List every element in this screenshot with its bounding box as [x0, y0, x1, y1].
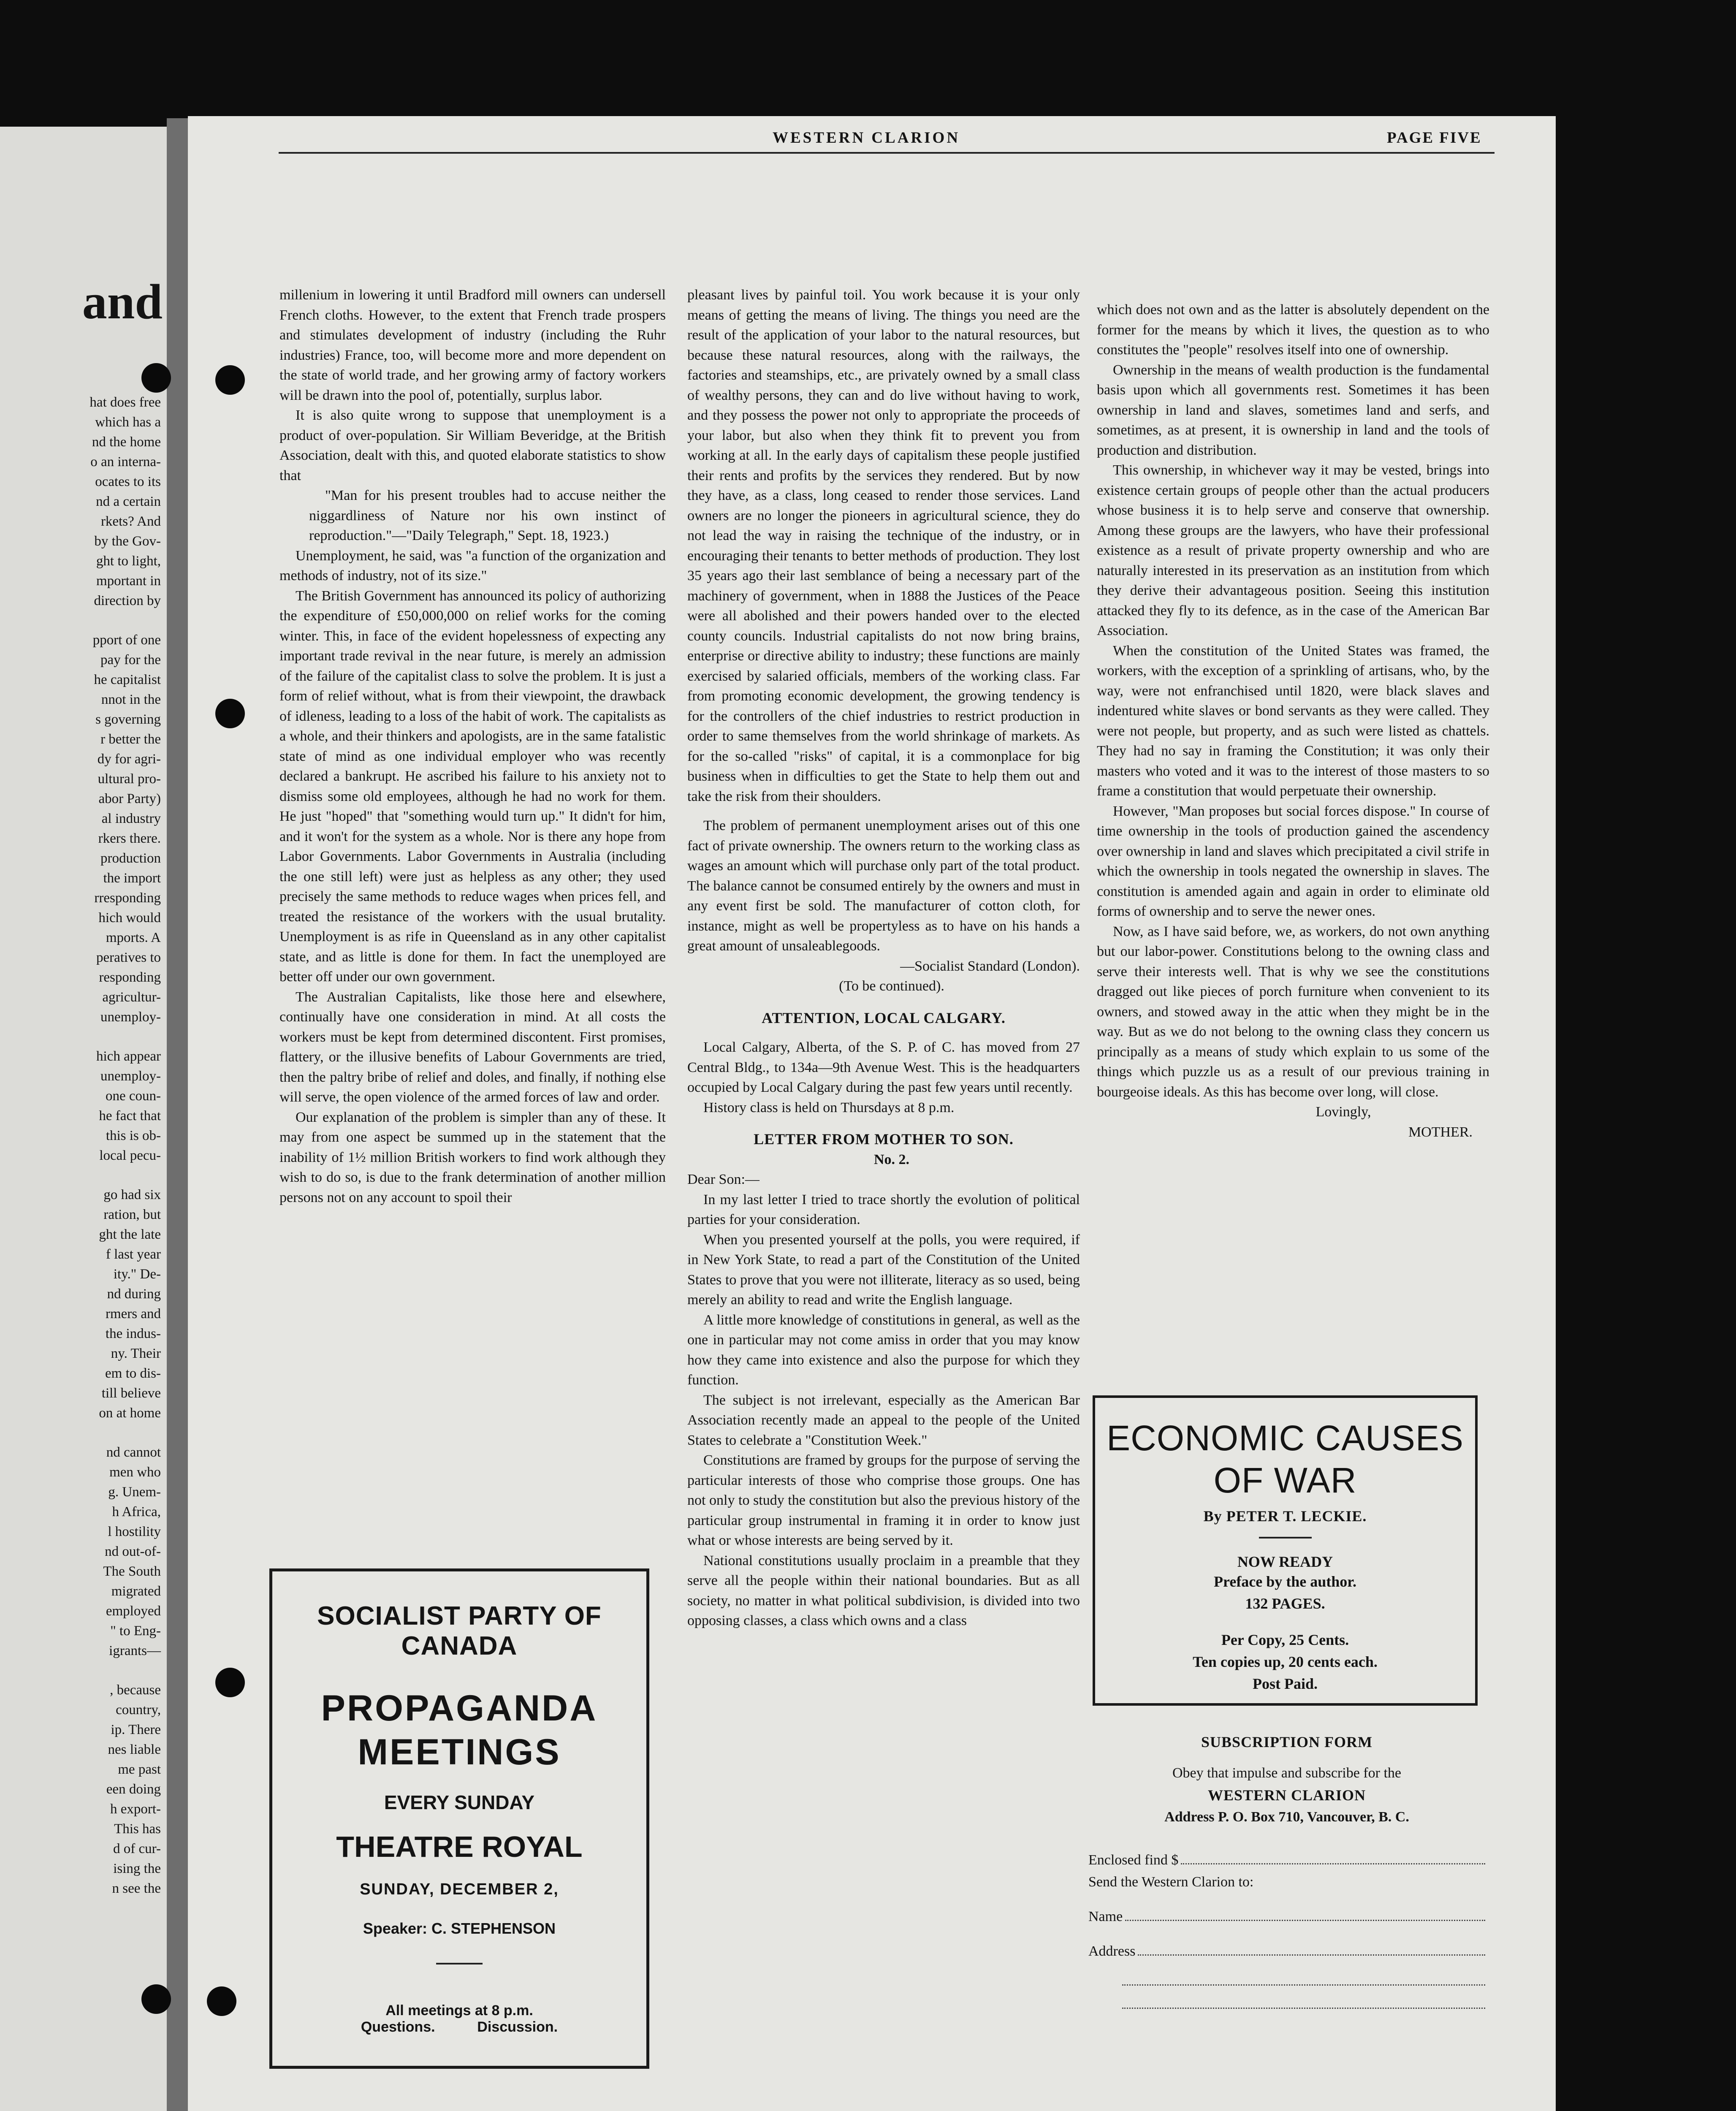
left-page-line: pport of one: [92, 632, 161, 648]
left-page-line: [0, 1027, 167, 1047]
left-page-line: d of cur-: [113, 1841, 161, 1856]
left-page-line: men who: [109, 1465, 161, 1480]
page-number: PAGE FIVE: [1387, 129, 1482, 147]
page-count: 132 PAGES.: [1245, 1595, 1325, 1612]
left-page-line: he capitalist: [94, 672, 161, 687]
punch-hole: [207, 1986, 236, 2016]
left-page-line: rkers there.: [98, 831, 161, 846]
left-page-line: r better the: [100, 732, 161, 747]
left-page-line: mportant in: [96, 573, 161, 589]
left-page-line: nnot in the: [101, 692, 161, 707]
left-page-line: hich would: [98, 910, 161, 925]
left-page-line: which has a: [95, 415, 161, 430]
letter-paragraph: However, "Man proposes but social forces dispose." In course of time ownership in the tools of production gained the ascendency over ownership in land and slaves which precipitated a civil strife in which the ownership in tools negated the ownership in slaves. The constitution is amended again and again in order to eliminate old forms of ownership and to serve the newer ones.: [1097, 803, 1489, 919]
article-paragraph: It is also quite wrong to suppose that unemployment is a product of over-population. Sir William Beveridge, at the British Association, dealt with this, and quoted elaborate statistics to show that: [279, 407, 666, 483]
send-to-label: Send the Western Clarion to:: [1088, 1874, 1254, 1890]
left-page-line: local pecu-: [99, 1148, 161, 1163]
left-page-line: s governing: [95, 712, 161, 727]
party-name: SOCIALIST PARTY OF CANADA: [317, 1601, 602, 1661]
continued-note: (To be continued).: [839, 978, 944, 994]
meetings-time: All meetings at 8 p.m.: [385, 2002, 533, 2019]
running-head: WESTERN CLARION: [773, 129, 960, 147]
left-page-line: g. Unem-: [108, 1484, 161, 1500]
left-page-line: peratives to: [96, 950, 161, 965]
column-3: [1097, 300, 1489, 1142]
discussion-label: Discussion.: [477, 2019, 558, 2035]
left-page-line: by the Gov-: [94, 534, 161, 549]
left-page-line: ity." De-: [113, 1267, 161, 1282]
left-page-line: rkets? And: [100, 514, 161, 529]
meetings-date: SUNDAY, DECEMBER 2,: [360, 1880, 559, 1898]
letter-number: No. 2.: [873, 1151, 910, 1167]
left-page-line: this is ob-: [106, 1128, 161, 1143]
left-page-line: ocates to its: [95, 474, 161, 489]
left-page-line: nd cannot: [106, 1445, 161, 1460]
letter-paragraph: which does not own and as the latter is absolutely dependent on the former for the means by which it lives, the question as to who constitutes the "people" resolves itself into one of ownership.: [1097, 302, 1489, 358]
left-page-line: nd the home: [92, 434, 161, 450]
column-1: [279, 285, 666, 1207]
article-source: —Socialist Standard (London).: [900, 958, 1080, 974]
left-page-line: This has: [114, 1821, 161, 1837]
left-page-line: hich appear: [96, 1049, 161, 1064]
article-paragraph: Unemployment, he said, was "a function of the organization and methods of industry, not of its size.": [279, 548, 666, 583]
left-page-line: ultural pro-: [98, 771, 161, 787]
article-paragraph: Our explanation of the problem is simpler than any of these. It may from one aspect be summed up in the statement that the inability of 1½ million British workers to find work although they wish to do so, is due to the frank determination of another million persons not on any account to spoil their: [279, 1109, 666, 1205]
left-page-line: ip. There: [111, 1722, 161, 1737]
letter-paragraph: Constitutions are framed by groups for the purpose of serving the particular interests of those who comprise those groups. One has not only to study the constitution but also the previous history of the particular group instrumental in framing it in order to know just what or whose interests are being served by it.: [687, 1452, 1080, 1548]
left-page-line: n see the: [112, 1881, 161, 1896]
left-page-line: ration, but: [103, 1207, 161, 1222]
punch-hole: [215, 365, 245, 395]
notice-paragraph: History class is held on Thursdays at 8 p.m.: [703, 1099, 955, 1115]
left-page-line: agricultur-: [102, 990, 161, 1005]
left-page-fragment: [0, 127, 167, 2111]
address-blank-line[interactable]: [1122, 1986, 1485, 2009]
left-page-line: he fact that: [99, 1108, 161, 1123]
column-2: [687, 285, 1080, 1631]
left-page-lines: [0, 393, 167, 1899]
left-page-line: l hostility: [108, 1524, 161, 1539]
punch-hole: [215, 1668, 245, 1697]
name-label: Name: [1088, 1909, 1123, 1924]
form-paper-name: WESTERN CLARION: [1207, 1787, 1366, 1804]
left-page-line: country,: [116, 1702, 161, 1718]
address-field[interactable]: [1088, 1940, 1485, 1962]
economic-causes-ad: [1093, 1395, 1478, 1706]
left-page-line: [0, 611, 167, 630]
enclosed-field[interactable]: [1088, 1849, 1485, 1871]
page-gutter: [167, 118, 188, 2111]
left-page-line: till believe: [101, 1386, 161, 1401]
left-page-line: pay for the: [100, 652, 161, 667]
notice-paragraph: Local Calgary, Alberta, of the S. P. of C. has moved from 27 Central Bldg., to 134a—9th Avenue West. This is the headquarters occupied by Local Calgary during the past few years until recently.: [687, 1039, 1080, 1095]
letter-paragraph: The subject is not irrelevant, especially as the American Bar Association recently made an appeal to the people of the United States to celebrate a "Constitution Week.": [687, 1392, 1080, 1448]
box-rule: [436, 1963, 483, 1964]
meetings-speaker: Speaker: C. STEPHENSON: [363, 1920, 556, 1937]
left-page-line: [0, 1166, 167, 1185]
left-page-line: direction by: [94, 593, 161, 608]
meetings-venue: THEATRE ROYAL: [336, 1830, 583, 1863]
article-paragraph: The Australian Capitalists, like those here and elsewhere, continually have one consideration in mind. At all costs the workers must be kept from determined discontent. First promises, flattery, or the illusive benefits of Labour Governments are tried, then the paltry bribe of relief and doles, and finally, if nothing else will serve, the open violence of the armed forces of law and order.: [279, 989, 666, 1105]
preface-note: Preface by the author.: [1214, 1573, 1356, 1590]
left-page-line: h Africa,: [112, 1504, 161, 1519]
ad-rule: [1259, 1537, 1312, 1538]
left-page-line: o an interna-: [90, 454, 161, 469]
form-heading: SUBSCRIPTION FORM: [1201, 1734, 1373, 1750]
price-bulk: Ten copies up, 20 cents each.: [1193, 1653, 1378, 1670]
letter-paragraph: When the constitution of the United States was framed, the workers, with the exception of a sprinkling of artisans, who, by the way, were not enfranchised until 1820, were black slaves and indentured white slaves or bond servants as they were called. They were not people, but property, and as such were listed as chattels. They had no say in framing the Constitution; it was only their masters who voted and it was to the interest of those masters to so frame a constitution that would perpetuate their ownership.: [1097, 643, 1489, 799]
article-paragraph: millenium in lowering it until Bradford mill owners can undersell French cloths. However, to the extent that French trade prospers and stimulates development of industry (including the Ruhr industries) France, too, will become more and more dependent on the state of world trade, and her growing army of factory workers will be drawn into the pool of, potentially, surplus labor.: [279, 287, 666, 403]
punch-hole: [141, 1984, 171, 2014]
left-page-line: on at home: [99, 1406, 161, 1421]
left-page-line: rresponding: [94, 890, 161, 906]
left-page-line: migrated: [111, 1584, 161, 1599]
left-page-line: ising the: [113, 1861, 161, 1876]
meetings-title: PROPAGANDA MEETINGS: [321, 1688, 598, 1772]
letter-salutation: Dear Son:—: [687, 1172, 760, 1187]
propaganda-meetings-box: [269, 1568, 649, 2069]
article-paragraph: pleasant lives by painful toil. You work because it is your only means of getting the means of living. The things you need are the result of the application of your labor to the natural resources, but because these natural resources, along with the railways, the factories and steamships, etc., are privately owned by a small class of wealthy persons, they can and do live without having to work, and they possess the power not only to appropriate the proceeds of your labor, but also when they think fit to prevent you from working at all. In the early days of capitalism these people justified their rents and profits by the services they rendered. But by now they have, as a class, long ceased to render those services. Land owners are no longer the pioneers in agricultural science, they do not lead the way in raising the technique of the industry, or in encouraging their tenants to better methods of production. They lost 35 years ago their last semblance of being a necessary part of the machinery of government, when in 1888 the Justices of the Peace were all abolished and their powers handed over to the elected county councils. Industrial capitalists do not now bring brains, enterprise or directive ability to industry; these functions are mainly exercised by salaried officials, members of the working class. Far from promoting economic development, the growing tendency is for the controllers of the chief industries to restrict production in order to same themselves from the world shrinkage of markets. As for the so-called "risks" of capital, it is a commonplace for big business when in difficulties to get the State to help them out and take the risk from their shoulders.: [687, 287, 1080, 804]
left-page-line: [0, 1423, 167, 1443]
letter-heading: LETTER FROM MOTHER TO SON.: [754, 1131, 1014, 1148]
left-page-line: production: [100, 851, 161, 866]
form-address: Address P. O. Box 710, Vancouver, B. C.: [1164, 1809, 1409, 1825]
letter-paragraph: In my last letter I tried to trace shortly the evolution of political parties for your consideration.: [687, 1191, 1080, 1227]
enclosed-blank[interactable]: [1181, 1850, 1485, 1864]
article-paragraph: The British Government has announced its policy of authorizing the expenditure of £50,000,000 on relief works for the coming winter. This, in face of the evident hopelessness of expecting any important trade revival in the near future, is merely an admission of the failure of the capitalist class to solve the problem. It is just a form of relief without, what is from their viewpoint, the drawback of idleness, leading to a loss of the habit of work. The capitalists as a whole, and their thinkers and apologists, are in the same fatalistic state of mind as one individual employer who was recently declared a bankrupt. He ascribed his failure to his anxiety not to dismiss some old employees, although he had no work for them. He just "hoped" that "something would turn up." It didn't for him, and it won't for the system as a whole. Nor is there any hope from Labor Governments. Labor Governments in Australia (including the one still left) were just as helpless as any other; they used precisely the same methods to reduce wages when prices fell, and treated the resistance of the workers with the usual brutality. Unemployment is as rife in Queensland as in any other capitalist state, and as little is done for them. In fact the unemployed are better off under our own government.: [279, 588, 666, 985]
now-ready: NOW READY: [1237, 1553, 1333, 1570]
left-page-line: unemploy-: [100, 1069, 161, 1084]
left-page-line: een doing: [106, 1782, 161, 1797]
postage-note: Post Paid.: [1252, 1675, 1318, 1692]
left-page-line: me past: [118, 1762, 161, 1777]
book-author: By PETER T. LECKIE.: [1203, 1508, 1367, 1525]
address-blank[interactable]: [1138, 1941, 1485, 1956]
left-page-line: one coun-: [105, 1088, 161, 1104]
punch-hole: [215, 699, 245, 728]
left-page-line: employed: [106, 1604, 161, 1619]
left-page-line: em to dis-: [105, 1366, 161, 1381]
letter-signature: MOTHER.: [1408, 1124, 1473, 1140]
left-page-line: al industry: [101, 811, 161, 826]
left-page-line: mports. A: [106, 930, 161, 945]
letter-paragraph: Now, as I have said before, we, as workers, do not own anything but our labor-power. Constitutions belong to the owning class and serve their interests well. That is why we see the constitutions dragged out like pieces of porch furniture when convenient to its owners, and stowed away in the attic when they might be in the way. But as we do not belong to the owning class they concern us principally as a means of study which explain to us some of the things which puzzle us as a result of our previous training in bourgeoise ideals. As this has become over long, will close.: [1097, 923, 1489, 1100]
left-page-column: [0, 127, 167, 1899]
left-page-line: nd a certain: [96, 494, 161, 509]
left-page-line: ny. Their: [111, 1346, 161, 1361]
left-page-line: dy for agri-: [97, 752, 161, 767]
left-page-line: responding: [99, 970, 161, 985]
letter-paragraph: This ownership, in whichever way it may be vested, brings into existence certain groups of people other than the actual producers whose business it is to help serve and conserve that ownership. Among these groups are the lawyers, who have their professional existence as a result of private property ownership and who are naturally interested in its preservation as an institution from which they derive their advantageous position. Seeing this institution attacked they fly to its defence, as in the case of the American Bar Association.: [1097, 462, 1489, 638]
left-page-line: hat does free: [90, 395, 161, 410]
left-page-heading: and: [82, 274, 163, 329]
letter-paragraph: National constitutions usually proclaim in a preamble that they serve all the people within their national boundaries. But as all society, no matter in what political subdivision, is divided into two opposing classes, a class which owns and a class: [687, 1552, 1080, 1628]
left-page-line: igrants—: [109, 1643, 161, 1658]
left-page-line: nd during: [107, 1286, 161, 1302]
letter-paragraph: Ownership in the means of wealth production is the fundamental basis upon which all governments rest. Sometimes it has been ownership in land and slaves, sometimes land and serfs, and sometimes, as at present, it is ownership in land and the tools of production and distribution.: [1097, 362, 1489, 458]
left-page-line: nd out-of-: [105, 1544, 161, 1559]
left-page-line: f last year: [106, 1247, 161, 1262]
calgary-heading: ATTENTION, LOCAL CALGARY.: [762, 1009, 1006, 1026]
letter-paragraph: A little more knowledge of constitutions in general, as well as the one in particular may not come amiss in order that you may know how they came into existence and also the purpose for which they function.: [687, 1312, 1080, 1388]
name-field[interactable]: [1088, 1906, 1485, 1928]
left-page-line: abor Party): [98, 791, 161, 806]
left-page-line: rmers and: [105, 1306, 161, 1321]
book-title: ECONOMIC CAUSES OF WAR: [1107, 1418, 1464, 1500]
left-page-line: unemploy-: [100, 1009, 161, 1025]
left-page-line: , because: [110, 1682, 161, 1698]
address-blank-line[interactable]: [1122, 1962, 1485, 1986]
left-page-line: the indus-: [105, 1326, 161, 1341]
article-paragraph: The problem of permanent unemployment arises out of this one fact of private ownership. The owners return to the working class as wages an amount which will purchase only part of the total product. The balance cannot be consumed entirely by the owners and must in any event first be sold. The manufacturer of cotton cloth, for instance, might as well be propertyless as to have on his hands a great amount of unsaleablegoods.: [687, 818, 1080, 954]
left-page-line: the import: [103, 871, 161, 886]
form-intro: Obey that impulse and subscribe for the: [1172, 1765, 1401, 1781]
left-page-line: The South: [103, 1564, 161, 1579]
left-page-line: " to Eng-: [110, 1623, 161, 1639]
questions-label: Questions.: [361, 2019, 435, 2035]
left-page-line: [0, 1661, 167, 1680]
left-page-line: nes liable: [108, 1742, 161, 1757]
meetings-format: [272, 2019, 646, 2035]
left-page-line: go had six: [103, 1187, 161, 1202]
meetings-frequency: EVERY SUNDAY: [384, 1791, 535, 1813]
price-single: Per Copy, 25 Cents.: [1221, 1631, 1349, 1648]
letter-closing: Lovingly,: [1316, 1104, 1371, 1120]
punch-hole: [141, 363, 171, 393]
name-blank[interactable]: [1125, 1906, 1485, 1921]
header-rule: [279, 152, 1495, 154]
address-label: Address: [1088, 1943, 1136, 1959]
left-page-line: ght the late: [99, 1227, 161, 1242]
enclosed-label: Enclosed find $: [1088, 1852, 1179, 1868]
left-page-line: h export-: [110, 1802, 161, 1817]
article-quote: "Man for his present troubles had to accuse neither the niggardliness of Nature nor his own instinct of reproduction."—"Daily Telegraph," Sept. 18, 1923.): [309, 488, 666, 543]
subscription-form: [1088, 1731, 1485, 2009]
letter-paragraph: When you presented yourself at the polls, you were required, if in New York State, to read a part of the Constitution of the United States to prove that you were not illiterate, literacy as so used, being merely an ability to read and write the English language.: [687, 1232, 1080, 1308]
left-page-line: ght to light,: [96, 554, 161, 569]
